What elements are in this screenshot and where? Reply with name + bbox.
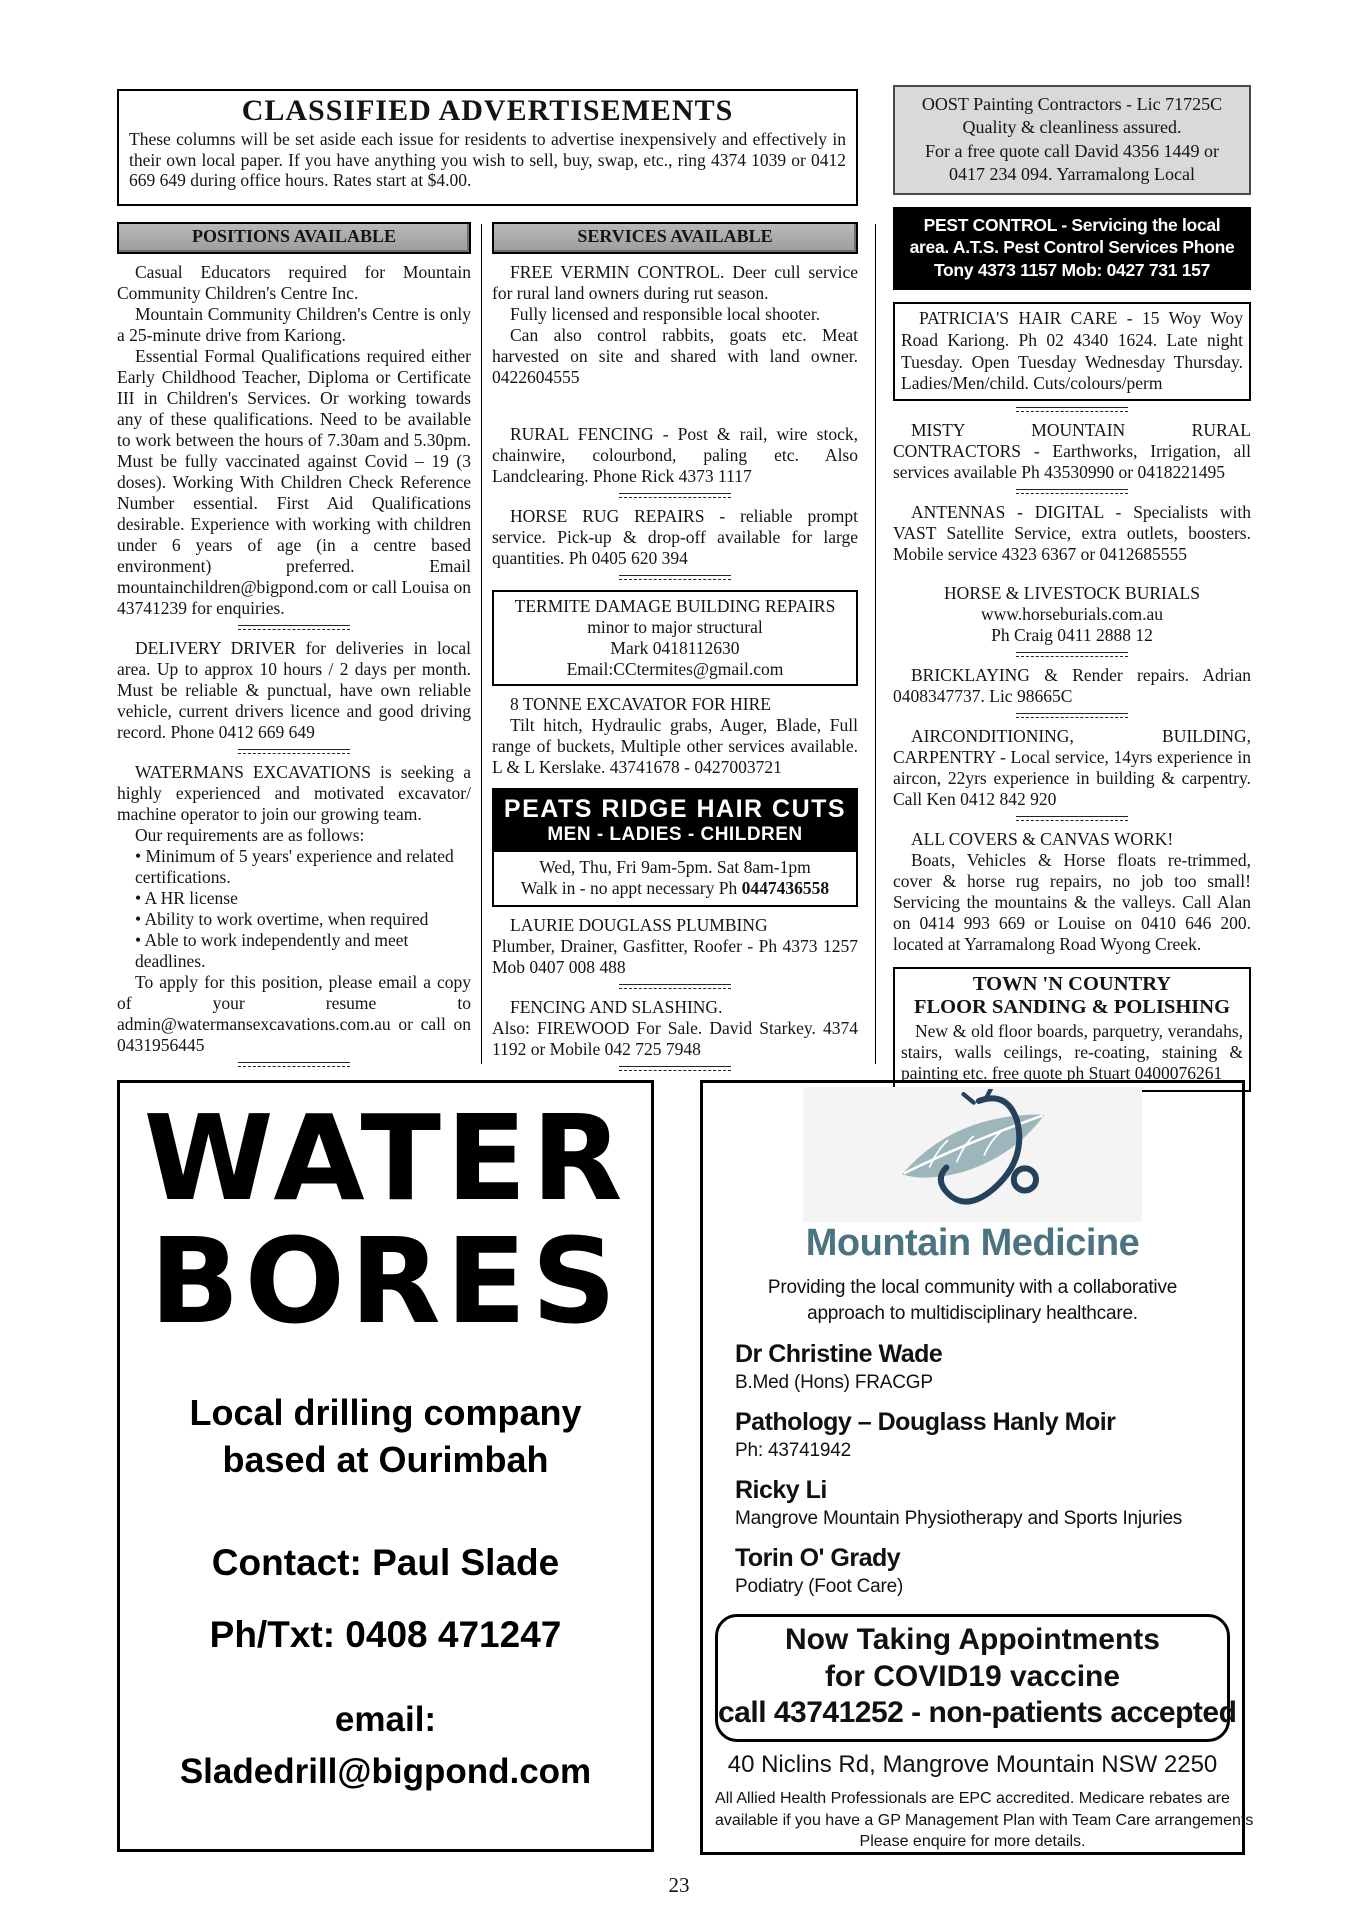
ad-patricias-hair-care-box: PATRICIA'S HAIR CARE - 15 Woy Woy Road Kariong. Ph 02 4340 1624. Late night Tuesday. Open Tuesday Wednesday Thursday. Ladies/Men/child. Cuts/colours/perm xyxy=(893,302,1251,402)
ad-line: TERMITE DAMAGE BUILDING REPAIRS xyxy=(514,595,836,616)
right-column xyxy=(893,85,1251,1092)
ad-line: 0417 234 094. Yarramalong Local xyxy=(949,164,1195,185)
banner-line: for COVID19 vaccine xyxy=(824,1659,1121,1693)
footnote-line: All Allied Health Professionals are EPC accredited. Medicare rebates are xyxy=(715,1790,1230,1808)
ad-divider xyxy=(238,1062,350,1067)
ad-paragraph: Fully licensed and responsible local shooter. xyxy=(510,303,821,324)
ad-antennas-digital xyxy=(893,502,1251,565)
ad-divider xyxy=(238,625,350,630)
ad-paragraph: ANTENNAS - DIGITAL - Specialists with VAST Satellite Service, extra outlets, boosters. Mobile service 4323 6367 or 0412685555 xyxy=(893,502,1251,565)
ad-rural-fencing xyxy=(492,424,858,487)
ad-paragraph: Mountain Community Children's Centre is only a 25-minute drive from Kariong. xyxy=(117,303,471,345)
walkin-text: Walk in - no appt necessary Ph xyxy=(520,878,742,899)
ad-line: Tony 4373 1157 Mob: 0427 731 157 xyxy=(933,260,1211,281)
staff-entry xyxy=(735,1476,1230,1530)
staff-name: Pathology – Douglass Hanly Moir xyxy=(735,1408,1116,1437)
services-column xyxy=(492,222,858,1073)
ad-line: Quality & cleanliness assured. xyxy=(962,117,1182,138)
water-bores-tagline xyxy=(120,1390,651,1484)
banner-line: call 43741252 - non-patients accepted xyxy=(718,1696,1237,1730)
ad-paragraph: DELIVERY DRIVER for deliveries in local area. Up to approx 10 hours / 2 days per month. Must be reliable & punctual, have own reliable vehicle, current drivers licence and good driving record. Phone 0412 669 649 xyxy=(117,637,471,742)
ad-free-vermin-control xyxy=(492,262,858,388)
water-bores-word: WATER xyxy=(143,1089,628,1227)
ad-paragraph: RURAL FENCING - Post & rail, wire stock, chainwire, colourbond, paling etc. Also Landclearing. Phone Rick 4373 1117 xyxy=(492,423,858,486)
requirement-item: • Ability to work overtime, when required xyxy=(135,908,429,929)
ad-paragraph: Our requirements are as follows: xyxy=(135,824,365,845)
ad-line: HORSE & LIVESTOCK BURIALS xyxy=(944,583,1200,604)
tagline-line: Local drilling company xyxy=(189,1392,582,1434)
ad-divider xyxy=(1016,713,1128,718)
column-divider-right xyxy=(875,224,876,1064)
phone-number: 0447436558 xyxy=(741,878,830,899)
ad-line: Mark 0418112630 xyxy=(610,637,740,658)
ad-divider xyxy=(1016,652,1128,657)
ad-paragraph: Can also control rabbits, goats etc. Meat harvested on site and shared with land owner. 0422604555 xyxy=(492,324,858,387)
clinic-address: 40 Niclins Rd, Mangrove Mountain NSW 2250 xyxy=(727,1751,1218,1779)
ad-all-covers-canvas xyxy=(893,829,1251,955)
tagline-line: Providing the local community with a collaborative xyxy=(767,1277,1178,1298)
ad-paragraph: Casual Educators required for Mountain Community Children's Centre Inc. xyxy=(117,261,471,303)
column-divider-left xyxy=(481,224,482,1064)
water-bores-contact: Contact: Paul Slade xyxy=(211,1542,560,1584)
ad-paragraph: FREE VERMIN CONTROL. Deer cull service for rural land owners during rut season. xyxy=(492,261,858,303)
ad-subtitle: MEN - LADIES - CHILDREN xyxy=(547,823,803,845)
ad-line: LAURIE DOUGLASS PLUMBING xyxy=(510,915,768,936)
masthead-box xyxy=(117,89,858,206)
ad-pest-control-box xyxy=(893,207,1251,290)
water-bores-word: BORES xyxy=(149,1211,622,1350)
ad-divider xyxy=(619,493,731,498)
ad-paragraph: Boats, Vehicles & Horse floats re-trimmed, cover & horse rug repairs, no job too small! Servicing the mountains & the valleys. Call Alan on 0414 993 669 or Louise on 0410 646 200. located at Yarramalong Road Wyong Creek. xyxy=(893,850,1251,955)
ad-paragraph: Tilt hitch, Hydraulic grabs, Auger, Blade, Full range of buckets, Multiple other services available. L & L Kerslake. 43741678 - 0427003721 xyxy=(492,714,858,777)
staff-detail: B.Med (Hons) FRACGP xyxy=(735,1372,933,1394)
ad-paragraph: Essential Formal Qualifications required either Early Childhood Teacher, Diploma or Certificate III in Children's Services. Or working towards any of these qualifications. Need to be available to work between the hours of 7.30am and 5.30pm. Must be fully vaccinated against Covid – 19 (3 doses). Working With Children Check Reference Number essential. First Aid Qualifications desirable. Experience with working with children under 6 years of age (in a centre based environment) preferred. Email mountainchildren@bigpond.com or call Louisa on 43741239 for enquiries. xyxy=(117,345,471,618)
staff-entry xyxy=(735,1340,1230,1394)
water-bores-email-label: email: xyxy=(334,1700,437,1740)
ad-paragraph: Also: FIREWOOD For Sale. David Starkey. 4374 1192 or Mobile 042 725 7948 xyxy=(492,1018,858,1060)
ad-divider xyxy=(619,1066,731,1071)
ad-horse-rug-repairs xyxy=(492,506,858,569)
ad-paragraph: MISTY MOUNTAIN RURAL CONTRACTORS - Earthworks, Irrigation, all services available Ph 43530990 or 0418221495 xyxy=(893,420,1251,483)
ad-paragraph: New & old floor boards, parquetry, verandahs, stairs, walls ceilings, re-coating, staining & painting etc. free quote ph Stuart 0400076261 xyxy=(901,1021,1243,1084)
ad-title: TOWN 'N COUNTRY xyxy=(972,973,1172,996)
ad-delivery-driver xyxy=(117,638,471,743)
ad-line: minor to major structural xyxy=(587,616,763,637)
ad-paragraph: HORSE RUG REPAIRS - reliable prompt service. Pick-up & drop-off available for large quantities. Ph 0405 620 394 xyxy=(492,505,858,568)
ad-airconditioning-building xyxy=(893,726,1251,810)
footnote-line: available if you have a GP Management Plan with Team Care arrangements xyxy=(715,1811,1254,1829)
mountain-medicine-logo xyxy=(803,1087,1143,1222)
ad-line: OOST Painting Contractors - Lic 71725C xyxy=(921,94,1223,114)
burials-url: www.horseburials.com.au xyxy=(980,604,1164,625)
ad-line xyxy=(500,878,850,899)
water-bores-email: Sladedrill@bigpond.com xyxy=(179,1752,592,1792)
ad-oost-painting-box xyxy=(893,85,1251,195)
requirement-item: • Able to work independently and meet deadlines. xyxy=(135,929,409,971)
staff-list xyxy=(735,1340,1230,1598)
ad-line: area. A.T.S. Pest Control Services Phone xyxy=(909,237,1235,258)
ad-termite-repairs-box xyxy=(492,590,858,686)
requirement-item: • A HR license xyxy=(135,887,238,908)
ad-mountain-medicine-box xyxy=(700,1080,1254,1855)
positions-header: POSITIONS AVAILABLE xyxy=(117,222,471,254)
ad-divider xyxy=(619,575,731,580)
staff-detail: Mangrove Mountain Physiotherapy and Sports Injuries xyxy=(735,1508,1183,1530)
ad-misty-mountain-contractors xyxy=(893,420,1251,483)
appointments-banner xyxy=(715,1614,1237,1742)
requirement-item: • Minimum of 5 years' experience and related certifications. xyxy=(135,845,454,887)
ad-casual-educators xyxy=(117,262,471,619)
staff-entry xyxy=(735,1408,1230,1462)
mountain-medicine-brand: Mountain Medicine xyxy=(805,1222,1140,1264)
ad-paragraph: BRICKLAYING & Render repairs. Adrian 0408347737. Lic 98665C xyxy=(893,665,1251,707)
ad-excavator-hire xyxy=(492,694,858,778)
clinic-footnote xyxy=(715,1788,1254,1853)
ad-laurie-douglass-plumbing xyxy=(492,915,858,978)
ad-title: FLOOR SANDING & POLISHING xyxy=(913,996,1231,1019)
staff-name: Ricky Li xyxy=(735,1476,827,1505)
ad-peats-ridge-haircuts-box xyxy=(492,788,858,908)
peats-ridge-header xyxy=(494,790,856,853)
footnote-line: Please enquire for more details. xyxy=(859,1833,1086,1851)
ad-bricklaying xyxy=(893,665,1251,707)
staff-name: Torin O' Grady xyxy=(735,1544,901,1573)
mountain-medicine-tagline xyxy=(715,1275,1230,1326)
page-number: 23 xyxy=(668,1873,690,1897)
ad-paragraph: AIRCONDITIONING, BUILDING, CARPENTRY - Local service, 14yrs experience in aircon, 22yrs experience in building & carpentry. Call Ken 0412 842 920 xyxy=(893,726,1251,810)
ad-divider xyxy=(238,749,350,754)
tagline-line: based at Ourimbah xyxy=(222,1439,549,1481)
staff-detail: Podiatry (Foot Care) xyxy=(735,1576,904,1598)
ad-line: Ph Craig 0411 2888 12 xyxy=(991,625,1153,646)
ad-water-bores-box xyxy=(117,1080,654,1852)
ad-line: 8 TONNE EXCAVATOR FOR HIRE xyxy=(510,693,771,714)
peats-ridge-body xyxy=(494,852,856,905)
ad-paragraph: To apply for this position, please email a copy of your resume to admin@watermansexcavations.com.au or call on 0431956445 xyxy=(117,971,471,1055)
feather-stethoscope-icon xyxy=(877,1089,1067,1217)
page-title: CLASSIFIED ADVERTISEMENTS xyxy=(241,94,734,127)
ad-paragraph: WATERMANS EXCAVATIONS is seeking a highly experienced and motivated excavator/ machine operator to join our growing team. xyxy=(117,761,471,824)
ad-line: FENCING AND SLASHING. xyxy=(510,997,723,1018)
banner-line: Now Taking Appointments xyxy=(785,1623,1160,1657)
ad-town-n-country-box xyxy=(893,967,1251,1092)
ad-horse-livestock-burials xyxy=(893,583,1251,646)
staff-detail: Ph: 43741942 xyxy=(735,1440,851,1462)
ad-watermans-excavations xyxy=(117,762,471,1056)
ad-title: PEATS RIDGE HAIR CUTS xyxy=(503,794,847,823)
ad-divider xyxy=(1016,407,1128,412)
water-bores-phone: Ph/Txt: 0408 471247 xyxy=(209,1614,562,1656)
ad-line: Email:CCtermites@gmail.com xyxy=(566,658,784,679)
ad-paragraph: Plumber, Drainer, Gasfitter, Roofer - Ph 4373 1257 Mob 0407 008 488 xyxy=(492,936,858,978)
ad-divider xyxy=(1016,489,1128,494)
ad-fencing-and-slashing xyxy=(492,997,858,1060)
ad-line: PEST CONTROL - Servicing the local xyxy=(923,214,1221,235)
positions-column xyxy=(117,222,471,1069)
staff-entry xyxy=(735,1544,1230,1598)
ad-line: ALL COVERS & CANVAS WORK! xyxy=(911,829,1174,850)
staff-name: Dr Christine Wade xyxy=(735,1340,943,1369)
ad-line: Wed, Thu, Fri 9am-5pm. Sat 8am-1pm xyxy=(539,857,811,878)
services-header: SERVICES AVAILABLE xyxy=(492,222,858,254)
masthead-intro: These columns will be set aside each issue for residents to advertise inexpensively and effectively in their own local paper. If you have anything you wish to sell, buy, swap, etc., ring 4374 1039 or 0412 669 649 during office hours. Rates start at $4.00. xyxy=(129,129,846,191)
tagline-line: approach to multidisciplinary healthcare. xyxy=(807,1302,1138,1324)
ad-line: For a free quote call David 4356 1449 or xyxy=(925,140,1219,161)
ad-divider xyxy=(1016,816,1128,821)
ad-divider xyxy=(619,984,731,989)
